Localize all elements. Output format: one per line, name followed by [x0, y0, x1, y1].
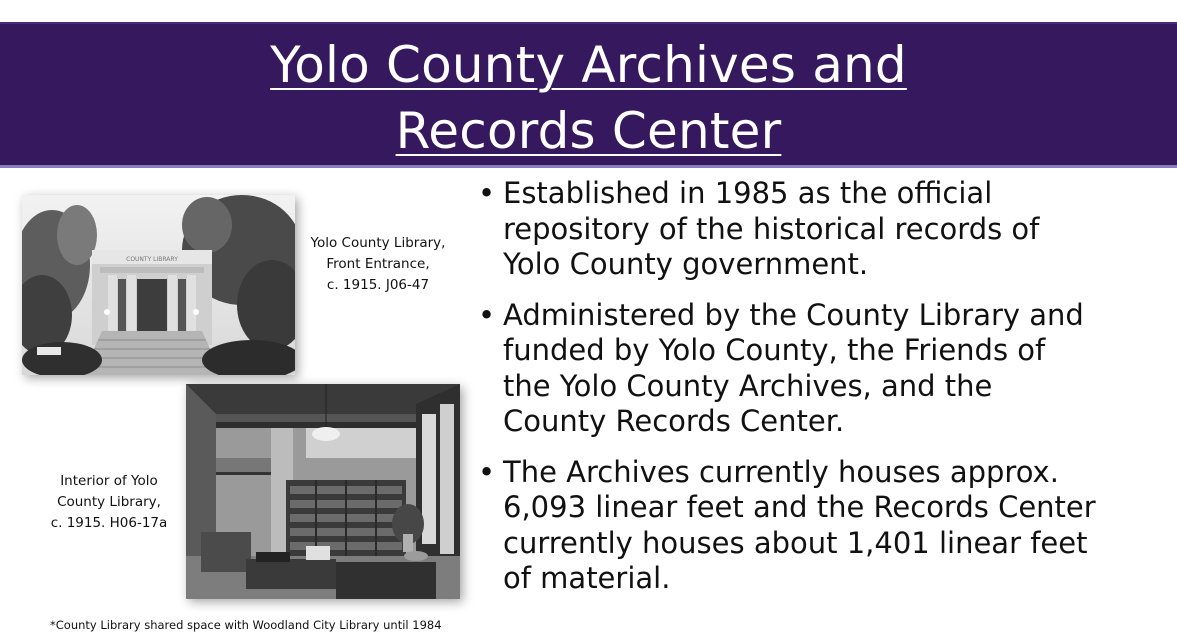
title-line-1: Yolo County Archives and: [270, 36, 907, 94]
title-bar: [0, 22, 1177, 168]
bullet-line: The Archives currently houses approx.: [503, 454, 1059, 489]
bullet-item: [478, 298, 1158, 440]
title-line-2: Records Center: [395, 102, 782, 160]
bullet-glyph: •: [478, 454, 496, 489]
caption-line: c. 1915. H06-17a: [50, 515, 168, 531]
bullet-line: the Yolo County Archives, and the: [503, 368, 993, 403]
caption-line: Interior of Yolo: [60, 473, 158, 489]
bullet-line: funded by Yolo County, the Friends of: [503, 333, 1046, 367]
caption-line: Front Entrance,: [326, 256, 430, 272]
caption-line: Yolo County Library,: [310, 235, 446, 251]
bullet-list: [478, 176, 1158, 612]
bullet-line: repository of the historical records of: [503, 211, 1040, 246]
bullet-line: of material.: [503, 561, 671, 595]
library-interior-photo: [186, 384, 460, 599]
library-exterior-photo: [22, 195, 295, 375]
caption-line: County Library,: [57, 494, 161, 510]
slide-title: [0, 32, 1177, 164]
bullet-line: 6,093 linear feet and the Records Center: [503, 490, 1096, 524]
bullet-line: Administered by the County Library and: [503, 297, 1084, 332]
library-sign: COUNTY LIBRARY: [126, 256, 178, 263]
footnote: *County Library shared space with Woodland City Library until 1984: [50, 618, 442, 632]
bullet-line: Yolo County government.: [503, 247, 869, 281]
bullet-line: Established in 1985 as the official: [503, 176, 993, 210]
exterior-photo-caption: [298, 233, 458, 296]
bullet-line: County Records Center.: [503, 404, 845, 438]
bullet-item: [478, 455, 1158, 597]
interior-photo-caption: [40, 471, 178, 534]
bullet-glyph: •: [478, 176, 496, 210]
caption-line: c. 1915. J06-47: [326, 277, 430, 293]
bullet-glyph: •: [478, 297, 496, 332]
bullet-line: currently houses about 1,401 linear feet: [503, 525, 1088, 560]
bullet-item: [478, 176, 1158, 283]
